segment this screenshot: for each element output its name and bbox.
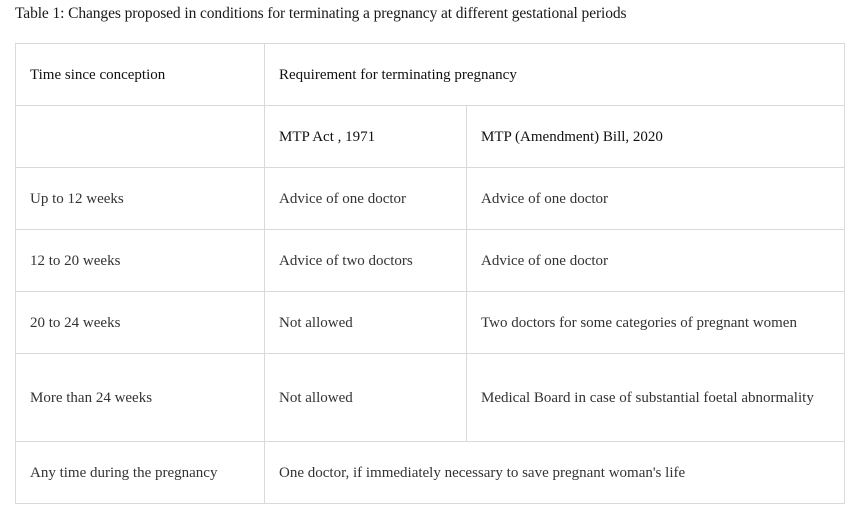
period-cell: Up to 12 weeks (16, 168, 265, 230)
subheader-mtp-bill-2020: MTP (Amendment) Bill, 2020 (467, 106, 845, 168)
table-subheader-row (16, 106, 845, 168)
table-header-row (16, 44, 845, 106)
act-1971-cell: Not allowed (265, 354, 467, 442)
table-final-row (16, 442, 845, 504)
bill-2020-cell: Two doctors for some categories of pregnant women (467, 292, 845, 354)
table-row (16, 354, 845, 442)
period-cell: 12 to 20 weeks (16, 230, 265, 292)
period-cell: 20 to 24 weeks (16, 292, 265, 354)
bill-2020-cell: Advice of one doctor (467, 230, 845, 292)
period-cell: More than 24 weeks (16, 354, 265, 442)
header-requirement: Requirement for terminating pregnancy (265, 44, 845, 106)
table-row (16, 230, 845, 292)
subheader-empty-cell (16, 106, 265, 168)
subheader-mtp-act-1971: MTP Act , 1971 (265, 106, 467, 168)
table-row (16, 168, 845, 230)
act-1971-cell: Not allowed (265, 292, 467, 354)
act-1971-cell: Advice of two doctors (265, 230, 467, 292)
act-1971-cell: Advice of one doctor (265, 168, 467, 230)
merged-requirement-cell: One doctor, if immediately necessary to save pregnant woman's life (265, 442, 845, 504)
termination-conditions-table (15, 43, 845, 504)
bill-2020-cell: Medical Board in case of substantial foetal abnormality (467, 354, 845, 442)
bill-2020-cell: Advice of one doctor (467, 168, 845, 230)
period-cell: Any time during the pregnancy (16, 442, 265, 504)
table-caption: Table 1: Changes proposed in conditions for terminating a pregnancy at different gestational periods (15, 5, 627, 22)
table-row (16, 292, 845, 354)
header-time-since-conception: Time since conception (16, 44, 265, 106)
